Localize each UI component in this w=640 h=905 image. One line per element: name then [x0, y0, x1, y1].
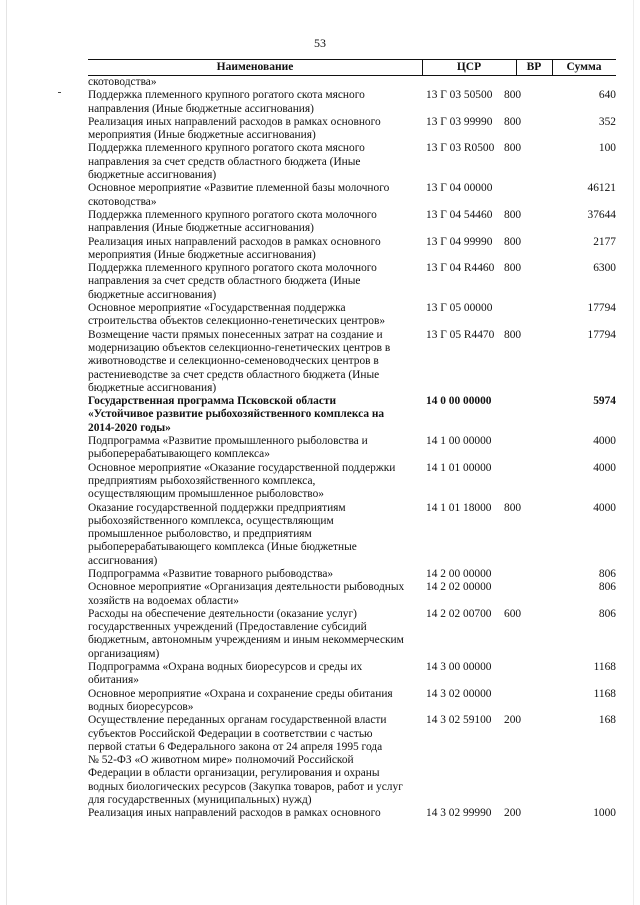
table-row: [88, 462, 616, 502]
row-sum: 168: [598, 714, 616, 727]
row-vr: [501, 435, 544, 462]
row-csr: 13 Г 03 99990: [426, 115, 493, 128]
table-row: [88, 262, 616, 302]
row-name-line: осуществляющим промышленное рыболовство»: [88, 488, 324, 501]
row-name: [88, 142, 422, 182]
row-sum: 4000: [593, 435, 616, 448]
row-name-line: 2014-2020 годы»: [88, 421, 171, 434]
row-name-line: Расходы на обеспечение деятельности (оказание услуг): [88, 607, 357, 620]
row-name-line: скотоводства»: [88, 76, 157, 88]
row-sum: 640: [598, 89, 616, 102]
table-row: [88, 329, 616, 395]
row-name: [88, 661, 422, 688]
table-row: [88, 76, 616, 89]
row-csr: 14 1 00 00000: [426, 435, 492, 448]
row-name-line: хозяйств на водоемах области»: [88, 594, 239, 607]
row-name-line: субъектов Российской Федерации в соответствии с частью: [88, 727, 373, 740]
row-vr: 800: [504, 501, 522, 514]
row-csr: 14 2 02 00000: [426, 581, 492, 594]
row-sum: 806: [598, 567, 616, 580]
row-name-line: Оказание государственной поддержки предприятиям: [88, 501, 346, 514]
row-vr: [501, 302, 544, 329]
row-vr: [501, 76, 544, 89]
table-row: [88, 581, 616, 608]
row-name: [88, 462, 422, 502]
row-csr: 13 Г 03 R0500: [426, 142, 495, 155]
row-name-line: «Устойчивое развитие рыбохозяйственного комплекса на: [88, 408, 385, 421]
row-name-line: Основное мероприятие «Охрана и сохранение среды обитания: [88, 687, 393, 700]
row-name: [88, 608, 422, 661]
table-row: [88, 395, 616, 435]
row-sum: 806: [598, 607, 616, 620]
row-name-line: Поддержка племенного крупного рогатого скота молочного: [88, 208, 377, 221]
header-sum: Сумма: [566, 61, 602, 73]
row-csr: 14 3 02 00000: [426, 687, 492, 700]
table-row: [88, 182, 616, 209]
row-name-line: предприятиям рыбохозяйственного комплекса,: [88, 474, 316, 487]
row-csr: 13 Г 03 50500: [426, 89, 493, 102]
row-name-line: скотоводства»: [88, 195, 157, 208]
row-name: [88, 329, 422, 395]
row-name-line: рыбоперерабатывающего комплекса»: [88, 448, 270, 461]
row-csr: 14 2 00 00000: [426, 567, 492, 580]
row-name-line: Основное мероприятие «Оказание государственной поддержки: [88, 461, 396, 474]
scan-edge-right: [633, 0, 634, 905]
row-name-line: строительства объектов селекционно-генетических центров»: [88, 315, 386, 328]
row-vr: 800: [504, 89, 522, 102]
row-vr: 800: [504, 328, 522, 341]
page-number: 53: [314, 36, 326, 50]
row-name-line: Основное мероприятие «Развитие племенной базы молочного: [88, 182, 390, 195]
scan-edge-left: [6, 0, 7, 905]
row-name: [88, 262, 422, 302]
row-csr: 13 Г 05 R4470: [426, 328, 495, 341]
row-name: [88, 302, 422, 329]
row-name-line: направления (Иные бюджетные ассигнования): [88, 102, 314, 115]
row-name-line: Поддержка племенного крупного рогатого скота мясного: [88, 89, 365, 102]
budget-table-body: [88, 76, 616, 821]
row-name: [88, 209, 422, 236]
row-sum: 37644: [587, 208, 616, 221]
row-sum: [544, 76, 616, 89]
row-csr: 14 0 00 00000: [426, 395, 492, 408]
row-name: [88, 581, 422, 608]
row-vr: 800: [504, 115, 522, 128]
row-name: [88, 116, 422, 143]
row-name-line: Реализация иных направлений расходов в рамках основного: [88, 807, 381, 820]
row-sum: 17794: [587, 328, 616, 341]
row-vr: [501, 182, 544, 209]
row-name-line: водных биологических ресурсов (Закупка товаров, работ и услуг: [88, 780, 403, 793]
row-name-line: бюджетным, автономным учреждениям и иным некоммерческим: [88, 634, 404, 647]
row-vr: [501, 568, 544, 581]
row-sum: 1000: [593, 807, 616, 820]
row-vr: 800: [504, 262, 522, 275]
row-name-line: рыбохозяйственного комплекса, осуществляющим: [88, 514, 334, 527]
row-name: [88, 502, 422, 568]
table-row: [88, 688, 616, 715]
table-row: [88, 661, 616, 688]
row-name-line: Государственная программа Псковской области: [88, 395, 337, 408]
table-row: [88, 209, 616, 236]
row-vr: 200: [504, 714, 522, 727]
table-row: [88, 807, 616, 820]
row-sum: 100: [598, 142, 616, 155]
table-row: [88, 435, 616, 462]
row-name: [88, 182, 422, 209]
header-name: Наименование: [216, 61, 294, 73]
row-name-line: Основное мероприятие «Организация деятельности рыбоводных: [88, 581, 405, 594]
row-name: [88, 435, 422, 462]
table-row: [88, 302, 616, 329]
row-name-line: растениеводстве за счет средств областного бюджета (Иные: [88, 368, 380, 381]
row-name-line: государственных учреждений (Предоставление субсидий: [88, 621, 367, 634]
row-name-line: ассигнования): [88, 554, 158, 567]
row-name: [88, 568, 422, 581]
row-vr: 800: [504, 208, 522, 221]
row-name: [88, 89, 422, 116]
row-csr: 14 3 02 59100: [426, 714, 492, 727]
row-csr: 14 1 01 00000: [426, 461, 492, 474]
row-name-line: первой статьи 6 Федерального закона от 24 апреля 1995 года: [88, 740, 383, 753]
row-csr: [422, 76, 501, 89]
row-name-line: организациям): [88, 647, 160, 660]
row-name-line: бюджетные ассигнования): [88, 381, 217, 394]
row-name: [88, 807, 422, 820]
row-sum: 806: [598, 581, 616, 594]
row-name-line: Подпрограмма «Охрана водных биоресурсов и среды их: [88, 661, 363, 674]
row-name-line: Основное мероприятие «Государственная поддержка: [88, 302, 346, 315]
row-name-line: Поддержка племенного крупного рогатого скота мясного: [88, 142, 365, 155]
row-csr: 14 3 00 00000: [426, 661, 492, 674]
table-row: [88, 142, 616, 182]
row-sum: 1168: [593, 687, 616, 700]
row-name-line: направления (Иные бюджетные ассигнования): [88, 222, 314, 235]
row-name-line: № 52-ФЗ «О животном мире» полномочий Российской: [88, 754, 354, 767]
row-name-line: Реализация иных направлений расходов в рамках основного: [88, 235, 381, 248]
row-vr: [501, 462, 544, 502]
row-csr: 13 Г 04 99990: [426, 235, 493, 248]
row-name-line: Поддержка племенного крупного рогатого скота молочного: [88, 262, 377, 275]
row-name-line: направления за счет средств областного бюджета (Иные: [88, 275, 361, 288]
row-name-line: водных биоресурсов»: [88, 700, 194, 713]
row-name-line: мероприятия (Иные бюджетные ассигнования): [88, 129, 316, 142]
row-vr: [501, 688, 544, 715]
row-csr: 13 Г 05 00000: [426, 302, 493, 315]
row-name-line: Подпрограмма «Развитие промышленного рыболовства и: [88, 435, 368, 448]
header-csr: ЦСР: [456, 61, 482, 73]
row-name-line: модернизацию объектов селекционно-генетических центров в: [88, 341, 391, 354]
row-name-line: мероприятия (Иные бюджетные ассигнования): [88, 248, 316, 261]
row-sum: 1168: [593, 661, 616, 674]
row-name-line: бюджетные ассигнования): [88, 288, 217, 301]
table-row: [88, 89, 616, 116]
row-sum: 46121: [587, 182, 616, 195]
row-csr: 14 2 02 00700: [426, 607, 492, 620]
row-sum: 17794: [587, 302, 616, 315]
row-name-line: Реализация иных направлений расходов в рамках основного: [88, 115, 381, 128]
row-sum: 4000: [593, 461, 616, 474]
row-name-line: направления за счет средств областного бюджета (Иные: [88, 155, 361, 168]
row-vr: 600: [504, 607, 522, 620]
row-name-line: Возмещение части прямых понесенных затрат на создание и: [88, 328, 383, 341]
row-vr: [501, 395, 544, 435]
row-name: [88, 236, 422, 263]
row-name: [88, 76, 422, 89]
row-csr: 13 Г 04 54460: [426, 208, 493, 221]
row-name: [88, 688, 422, 715]
row-sum: 5974: [593, 395, 616, 408]
row-name-line: Осуществление переданных органам государственной власти: [88, 714, 387, 727]
row-name-line: рыбоперерабатывающего комплекса (Иные бюджетные: [88, 541, 357, 554]
row-name-line: обитания»: [88, 674, 139, 687]
row-csr: 14 3 02 99990: [426, 807, 492, 820]
table-row: [88, 502, 616, 568]
table-row: [88, 236, 616, 263]
row-name: [88, 714, 422, 807]
scan-mark: [58, 92, 61, 93]
row-name: [88, 395, 422, 435]
row-sum: 4000: [593, 501, 616, 514]
header-vr: ВР: [526, 61, 542, 73]
table-row: [88, 714, 616, 807]
row-name-line: промышленное рыболовство, и предприятиям: [88, 528, 312, 541]
row-name-line: Федерации в области организации, регулирования и охраны: [88, 767, 380, 780]
row-sum: 2177: [593, 235, 616, 248]
row-sum: 6300: [593, 262, 616, 275]
row-csr: 13 Г 04 00000: [426, 182, 493, 195]
table-row: [88, 608, 616, 661]
table-row: [88, 116, 616, 143]
row-name-line: для государственных (муниципальных) нужд): [88, 794, 312, 807]
row-vr: 200: [504, 807, 522, 820]
row-vr: 800: [504, 235, 522, 248]
row-sum: 352: [598, 115, 616, 128]
row-vr: [501, 661, 544, 688]
table-row: [88, 568, 616, 581]
row-name-line: Подпрограмма «Развитие товарного рыбоводства»: [88, 567, 334, 580]
row-csr: 14 1 01 18000: [426, 501, 492, 514]
row-vr: [501, 581, 544, 608]
row-csr: 13 Г 04 R4460: [426, 262, 495, 275]
row-name-line: животноводстве и селекционно-семеноводческих центров в: [88, 355, 379, 368]
row-name-line: бюджетные ассигнования): [88, 169, 217, 182]
row-vr: 800: [504, 142, 522, 155]
